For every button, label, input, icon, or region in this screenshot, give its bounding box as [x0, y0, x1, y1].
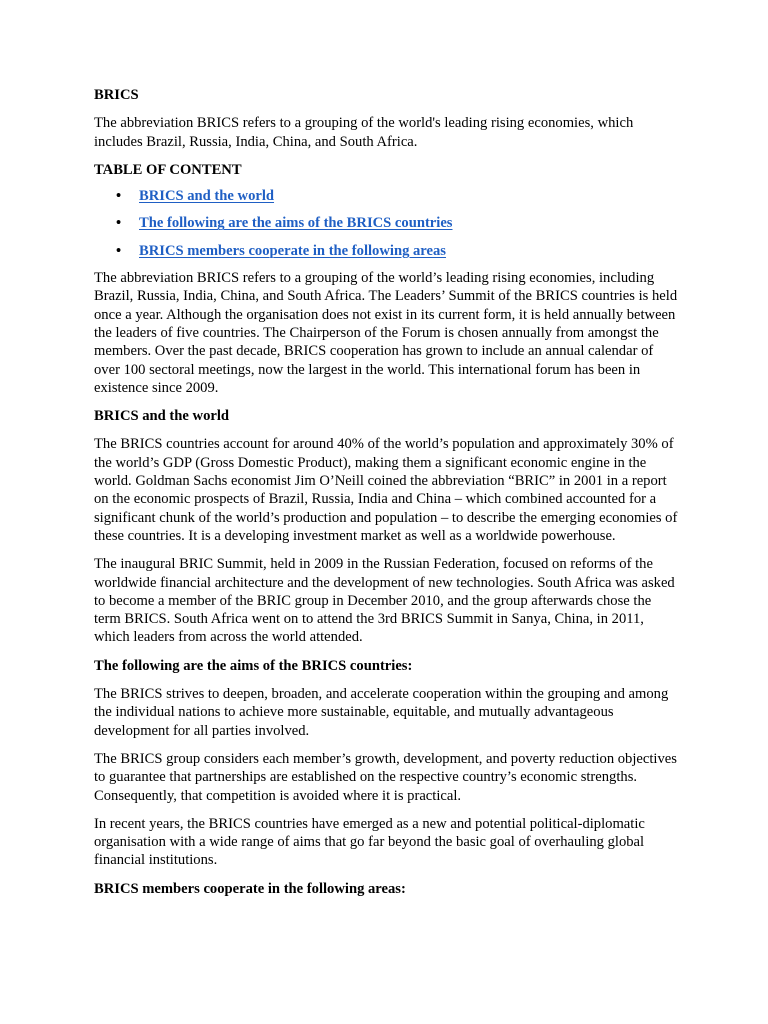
toc-link-aims-of-brics[interactable]: The following are the aims of the BRICS countries — [139, 215, 453, 232]
toc-link-cooperation-areas[interactable]: BRICS members cooperate in the following areas — [139, 242, 446, 259]
toc-item — [94, 214, 680, 232]
bullet-icon: • — [116, 215, 122, 232]
document-title: BRICS — [94, 87, 139, 103]
toc-heading: TABLE OF CONTENT — [94, 161, 242, 178]
section-heading-world: BRICS and the world — [94, 408, 230, 425]
section-heading-aims: The following are the aims of the BRICS countries: — [94, 657, 413, 674]
document-page — [94, 86, 680, 908]
toc-item — [94, 242, 680, 260]
toc-link-brics-and-the-world[interactable]: BRICS and the world — [139, 188, 275, 205]
aims-paragraph: The BRICS strives to deepen, broaden, and accelerate cooperation within the grouping and among the individual nations to achieve more sustainable, equitable, and mutually advantageous development for all parties involved. — [94, 686, 669, 739]
bullet-icon: • — [116, 188, 122, 205]
overview-paragraph: The abbreviation BRICS refers to a grouping of the world’s leading rising economies, including Brazil, Russia, India, China, and South Africa. The Leaders’ Summit of the BRICS countries is held once a year. Although the organisation does not exist in its current form, it is held annually between the leaders of five countries. The Chairperson of the Forum is chosen annually from amongst the members. Over the past decade, BRICS cooperation has grown to include an annual calendar of over 100 sectoral meetings, now the largest in the world. This international forum has been in existence since 2009. — [94, 270, 678, 396]
intro-paragraph: The abbreviation BRICS refers to a grouping of the world's leading rising economies, which includes Brazil, Russia, India, China, and South Africa. — [94, 115, 634, 150]
toc-item — [94, 187, 680, 205]
table-of-contents — [94, 187, 680, 260]
bullet-icon: • — [116, 242, 122, 259]
section-heading-cooperate: BRICS members cooperate in the following areas: — [94, 880, 406, 897]
aims-paragraph: In recent years, the BRICS countries have emerged as a new and potential political-diplomatic organisation with a wide range of aims that go far beyond the basic goal of overhauling global financial institutions. — [94, 815, 645, 869]
world-paragraph: The inaugural BRIC Summit, held in 2009 in the Russian Federation, focused on reforms of the worldwide financial architecture and the development of new technologies. South Africa was asked to become a member of the BRIC group in December 2010, and the group afterwards chose the term BRICS. South Africa went on to attend the 3rd BRICS Summit in Sanya, China, in 2011, which leaders from across the world attended. — [94, 556, 675, 646]
aims-paragraph: The BRICS group considers each member’s growth, development, and poverty reduction objectives to guarantee that partnerships are established on the respective country’s economic strengths. Consequently, that competition is avoided where it is practical. — [94, 750, 677, 804]
world-paragraph: The BRICS countries account for around 40% of the world’s population and approximately 30% of the world’s GDP (Gross Domestic Product), making them a significant economic engine in the world. Goldman Sachs economist Jim O’Neill coined the abbreviation “BRIC” in 2001 in a report on the economic prospects of Brazil, Russia, India and China – which combined accounted for a significant chunk of the world’s production and population – to describe the emerging economies of these countries. It is a developing investment market as well as a worldwide powerhouse. — [94, 436, 678, 544]
